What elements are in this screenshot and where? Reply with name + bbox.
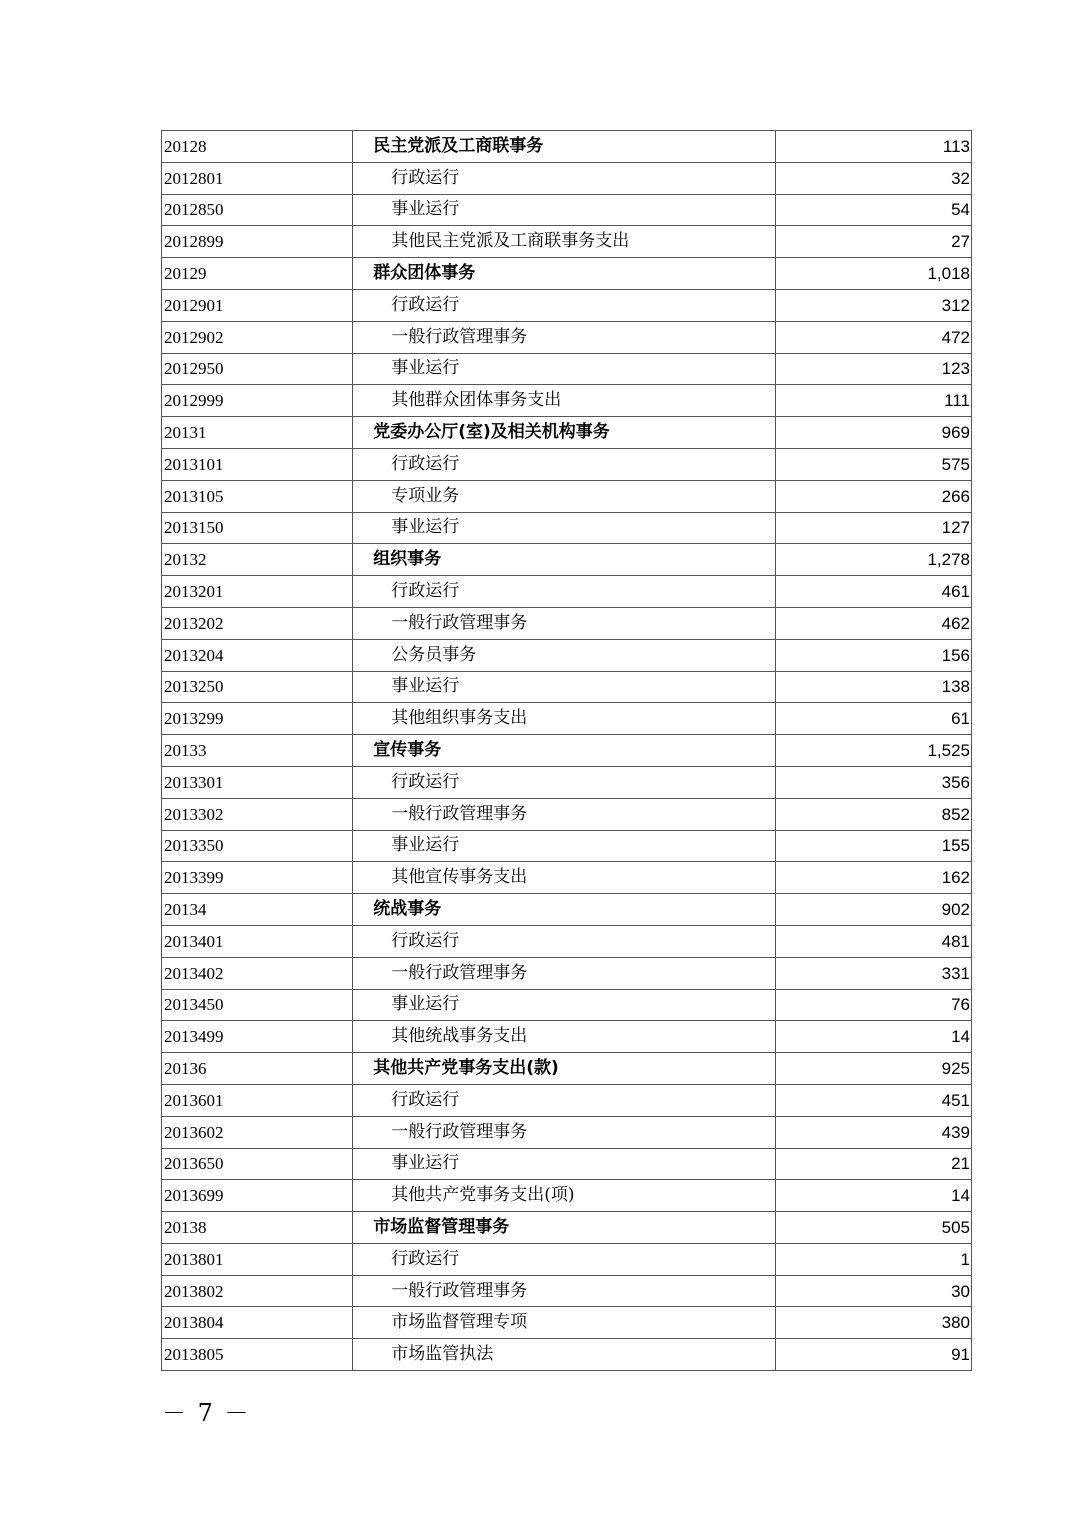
subject-code-cell: 2013499 <box>162 1021 353 1053</box>
subject-code-cell: 2012999 <box>162 385 353 417</box>
subject-name-cell: 其他共产党事务支出(项) <box>353 1180 776 1212</box>
subject-name-cell: 行政运行 <box>353 925 776 957</box>
subject-code-cell: 2012901 <box>162 289 353 321</box>
amount-cell: 21 <box>775 1148 971 1180</box>
item-row <box>162 671 972 703</box>
subject-code-cell: 2013804 <box>162 1307 353 1339</box>
subject-name-cell: 组织事务 <box>353 544 776 576</box>
subject-code-cell: 2013805 <box>162 1339 353 1371</box>
subject-name-cell: 一般行政管理事务 <box>353 957 776 989</box>
amount-cell: 30 <box>775 1275 971 1307</box>
subject-code-cell: 20138 <box>162 1212 353 1244</box>
item-row <box>162 766 972 798</box>
subject-name-cell: 党委办公厅(室)及相关机构事务 <box>353 417 776 449</box>
subject-code-cell: 20132 <box>162 544 353 576</box>
amount-cell: 1 <box>775 1243 971 1275</box>
subject-code-cell: 2012950 <box>162 353 353 385</box>
budget-expenditure-table <box>161 130 972 1371</box>
amount-cell: 1,525 <box>775 735 971 767</box>
subject-name-cell: 一般行政管理事务 <box>353 1275 776 1307</box>
item-row <box>162 1180 972 1212</box>
category-row <box>162 544 972 576</box>
subject-code-cell: 2012801 <box>162 162 353 194</box>
amount-cell: 925 <box>775 1053 971 1085</box>
amount-cell: 54 <box>775 194 971 226</box>
amount-cell: 162 <box>775 862 971 894</box>
amount-cell: 439 <box>775 1116 971 1148</box>
subject-name-cell: 其他群众团体事务支出 <box>353 385 776 417</box>
item-row <box>162 957 972 989</box>
item-row <box>162 1084 972 1116</box>
subject-name-cell: 事业运行 <box>353 353 776 385</box>
subject-name-cell: 一般行政管理事务 <box>353 1116 776 1148</box>
subject-name-cell: 事业运行 <box>353 671 776 703</box>
subject-code-cell: 2012902 <box>162 321 353 353</box>
subject-code-cell: 2013450 <box>162 989 353 1021</box>
subject-code-cell: 2013250 <box>162 671 353 703</box>
subject-name-cell: 行政运行 <box>353 576 776 608</box>
subject-name-cell: 一般行政管理事务 <box>353 321 776 353</box>
amount-cell: 462 <box>775 607 971 639</box>
subject-code-cell: 2013301 <box>162 766 353 798</box>
item-row <box>162 639 972 671</box>
amount-cell: 575 <box>775 448 971 480</box>
subject-code-cell: 2013401 <box>162 925 353 957</box>
subject-code-cell: 2013399 <box>162 862 353 894</box>
subject-name-cell: 行政运行 <box>353 448 776 480</box>
amount-cell: 14 <box>775 1180 971 1212</box>
amount-cell: 61 <box>775 703 971 735</box>
item-row <box>162 607 972 639</box>
subject-code-cell: 2013402 <box>162 957 353 989</box>
subject-code-cell: 20131 <box>162 417 353 449</box>
subject-code-cell: 20133 <box>162 735 353 767</box>
item-row <box>162 703 972 735</box>
amount-cell: 113 <box>775 131 971 163</box>
amount-cell: 356 <box>775 766 971 798</box>
amount-cell: 451 <box>775 1084 971 1116</box>
subject-name-cell: 专项业务 <box>353 480 776 512</box>
category-row <box>162 1053 972 1085</box>
amount-cell: 14 <box>775 1021 971 1053</box>
subject-name-cell: 一般行政管理事务 <box>353 607 776 639</box>
amount-cell: 123 <box>775 353 971 385</box>
subject-code-cell: 2013204 <box>162 639 353 671</box>
amount-cell: 852 <box>775 798 971 830</box>
table-body <box>162 131 972 1371</box>
subject-name-cell: 民主党派及工商联事务 <box>353 131 776 163</box>
category-row <box>162 735 972 767</box>
amount-cell: 27 <box>775 226 971 258</box>
subject-name-cell: 公务员事务 <box>353 639 776 671</box>
item-row <box>162 512 972 544</box>
subject-name-cell: 行政运行 <box>353 766 776 798</box>
amount-cell: 155 <box>775 830 971 862</box>
subject-code-cell: 2012899 <box>162 226 353 258</box>
subject-name-cell: 其他宣传事务支出 <box>353 862 776 894</box>
item-row <box>162 385 972 417</box>
item-row <box>162 1275 972 1307</box>
amount-cell: 111 <box>775 385 971 417</box>
item-row <box>162 798 972 830</box>
item-row <box>162 226 972 258</box>
subject-code-cell: 2013202 <box>162 607 353 639</box>
subject-name-cell: 事业运行 <box>353 194 776 226</box>
amount-cell: 312 <box>775 289 971 321</box>
subject-code-cell: 2013299 <box>162 703 353 735</box>
subject-code-cell: 2013601 <box>162 1084 353 1116</box>
subject-code-cell: 2013602 <box>162 1116 353 1148</box>
amount-cell: 1,278 <box>775 544 971 576</box>
subject-name-cell: 事业运行 <box>353 830 776 862</box>
subject-code-cell: 2013350 <box>162 830 353 862</box>
subject-name-cell: 市场监督管理事务 <box>353 1212 776 1244</box>
item-row <box>162 480 972 512</box>
subject-code-cell: 20134 <box>162 894 353 926</box>
item-row <box>162 1243 972 1275</box>
amount-cell: 127 <box>775 512 971 544</box>
item-row <box>162 1307 972 1339</box>
subject-name-cell: 行政运行 <box>353 289 776 321</box>
item-row <box>162 289 972 321</box>
category-row <box>162 258 972 290</box>
subject-name-cell: 群众团体事务 <box>353 258 776 290</box>
amount-cell: 91 <box>775 1339 971 1371</box>
subject-code-cell: 20136 <box>162 1053 353 1085</box>
amount-cell: 266 <box>775 480 971 512</box>
item-row <box>162 162 972 194</box>
item-row <box>162 989 972 1021</box>
item-row <box>162 1148 972 1180</box>
amount-cell: 331 <box>775 957 971 989</box>
category-row <box>162 417 972 449</box>
amount-cell: 472 <box>775 321 971 353</box>
amount-cell: 138 <box>775 671 971 703</box>
subject-name-cell: 其他统战事务支出 <box>353 1021 776 1053</box>
subject-name-cell: 市场监督管理专项 <box>353 1307 776 1339</box>
category-row <box>162 131 972 163</box>
subject-code-cell: 2013802 <box>162 1275 353 1307</box>
subject-code-cell: 2013302 <box>162 798 353 830</box>
subject-name-cell: 一般行政管理事务 <box>353 798 776 830</box>
subject-name-cell: 事业运行 <box>353 512 776 544</box>
subject-code-cell: 2013101 <box>162 448 353 480</box>
amount-cell: 902 <box>775 894 971 926</box>
item-row <box>162 925 972 957</box>
subject-name-cell: 宣传事务 <box>353 735 776 767</box>
subject-code-cell: 2013201 <box>162 576 353 608</box>
item-row <box>162 1116 972 1148</box>
subject-code-cell: 2013150 <box>162 512 353 544</box>
subject-code-cell: 20128 <box>162 131 353 163</box>
amount-cell: 32 <box>775 162 971 194</box>
amount-cell: 156 <box>775 639 971 671</box>
item-row <box>162 194 972 226</box>
item-row <box>162 1021 972 1053</box>
page-number: － 7 － <box>162 1399 251 1427</box>
amount-cell: 76 <box>775 989 971 1021</box>
category-row <box>162 1212 972 1244</box>
subject-name-cell: 行政运行 <box>353 1243 776 1275</box>
subject-name-cell: 其他民主党派及工商联事务支出 <box>353 226 776 258</box>
item-row <box>162 576 972 608</box>
subject-name-cell: 其他组织事务支出 <box>353 703 776 735</box>
amount-cell: 481 <box>775 925 971 957</box>
subject-code-cell: 2013650 <box>162 1148 353 1180</box>
item-row <box>162 353 972 385</box>
item-row <box>162 830 972 862</box>
item-row <box>162 321 972 353</box>
subject-name-cell: 行政运行 <box>353 162 776 194</box>
subject-name-cell: 行政运行 <box>353 1084 776 1116</box>
subject-code-cell: 2013105 <box>162 480 353 512</box>
subject-code-cell: 2013801 <box>162 1243 353 1275</box>
amount-cell: 505 <box>775 1212 971 1244</box>
subject-name-cell: 市场监管执法 <box>353 1339 776 1371</box>
subject-code-cell: 2013699 <box>162 1180 353 1212</box>
subject-name-cell: 其他共产党事务支出(款) <box>353 1053 776 1085</box>
amount-cell: 969 <box>775 417 971 449</box>
subject-name-cell: 事业运行 <box>353 1148 776 1180</box>
amount-cell: 380 <box>775 1307 971 1339</box>
amount-cell: 461 <box>775 576 971 608</box>
item-row <box>162 862 972 894</box>
subject-code-cell: 2012850 <box>162 194 353 226</box>
subject-name-cell: 事业运行 <box>353 989 776 1021</box>
amount-cell: 1,018 <box>775 258 971 290</box>
category-row <box>162 894 972 926</box>
subject-code-cell: 20129 <box>162 258 353 290</box>
subject-name-cell: 统战事务 <box>353 894 776 926</box>
item-row <box>162 448 972 480</box>
item-row <box>162 1339 972 1371</box>
